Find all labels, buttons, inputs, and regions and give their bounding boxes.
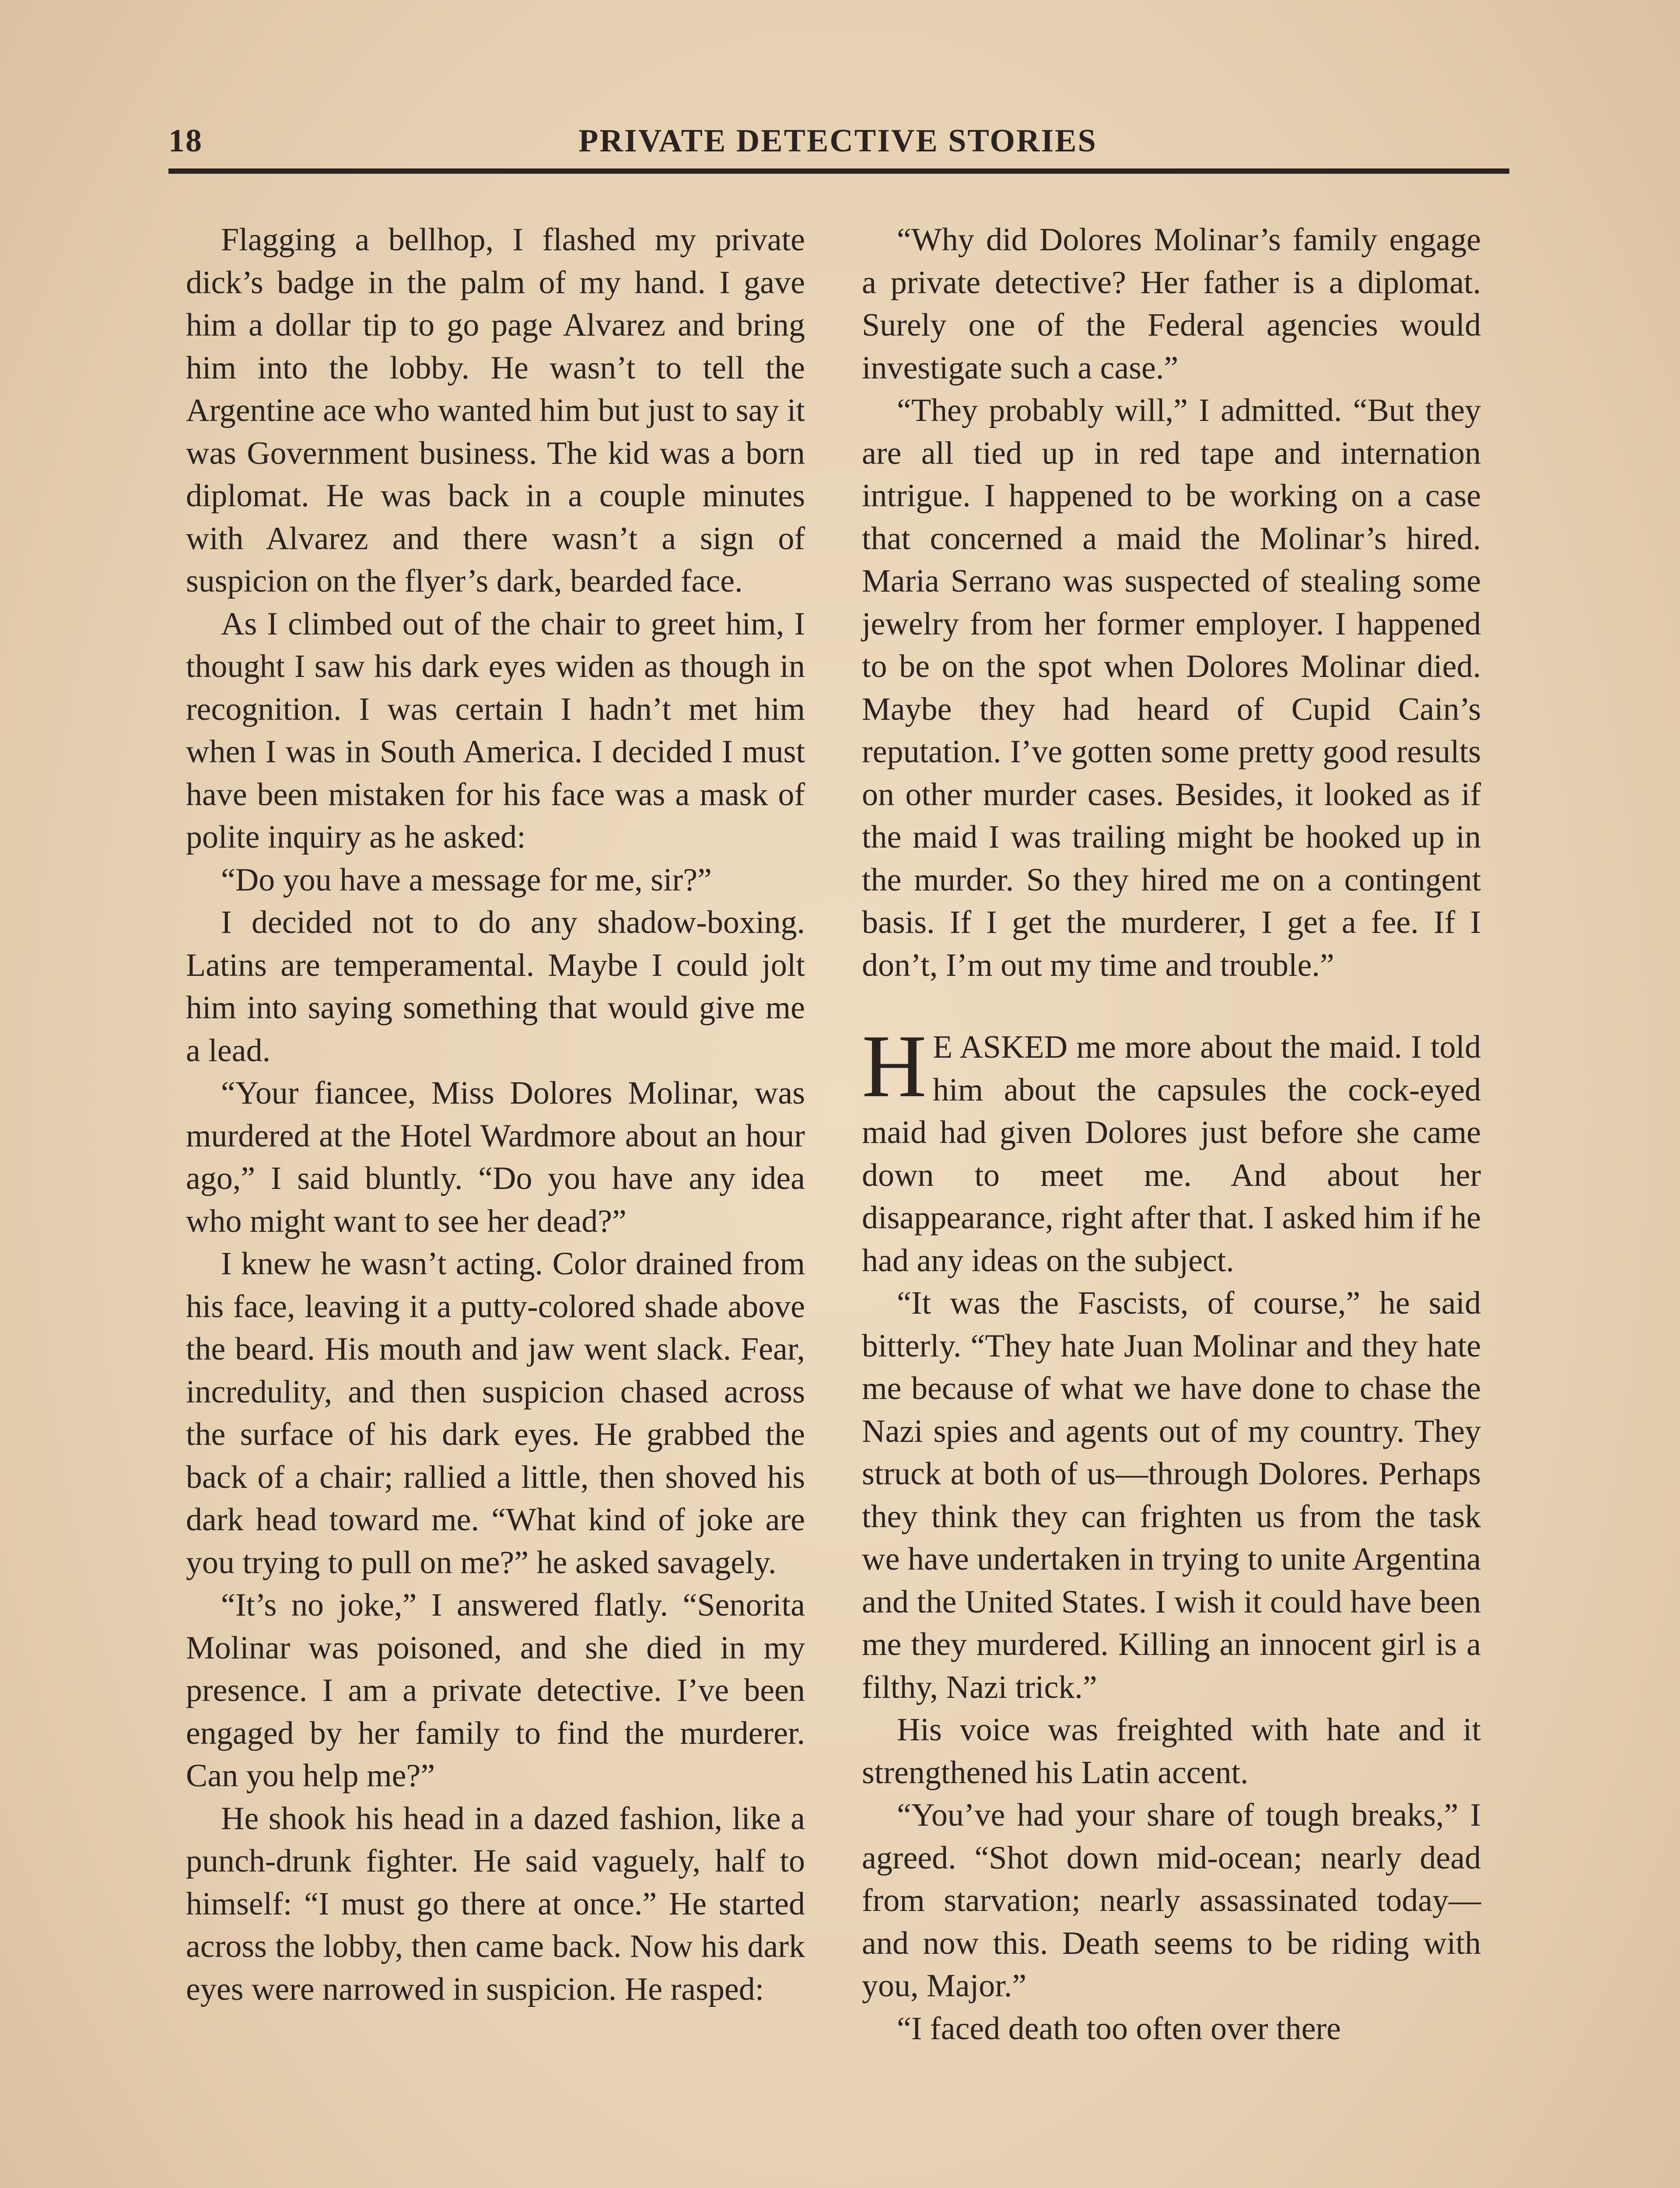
paragraph: “You’ve had your share of tough breaks,” I agreed. “Shot down mid-ocean; nearly dead from starvation; nearly assassinated today—and now this. Death seems to be riding with you, Major.” xyxy=(862,1797,1481,2004)
right-column xyxy=(862,219,1481,2050)
section-opening-paragraph xyxy=(862,1017,1481,1282)
lead-in-caps: E ASKED xyxy=(933,1029,1068,1065)
paragraph: As I climbed out of the chair to greet him, I thought I saw his dark eyes widen as though in recognition. I was certain I hadn’t met him when I was in South America. I decided I must have been mistaken for his face was a mask of polite inquiry as he asked: xyxy=(186,606,805,855)
drop-cap: H xyxy=(862,1017,927,1116)
paragraph: “It’s no joke,” I answered flatly. “Senorita Molinar was poisoned, and she died in my presence. I am a private detective. I’ve been engaged by her family to find the murderer. Can you help me?” xyxy=(186,1587,805,1794)
paragraph: “Do you have a message for me, sir?” xyxy=(221,862,712,898)
paragraph: I decided not to do any shadow-boxing. Latins are temperamental. Maybe I could jolt him into saying something that would give me a lead. xyxy=(186,905,805,1069)
left-column xyxy=(186,219,805,2011)
lead-in-text: me more about the maid. I told him about the capsules the cock-eyed maid had given Dolores just before she came down to meet me. And about her disappearance, right after that. I asked him if he had any ideas on the subject. xyxy=(862,1029,1481,1279)
page-number: 18 xyxy=(168,123,203,159)
paragraph: His voice was freighted with hate and it strengthened his Latin accent. xyxy=(862,1712,1481,1791)
paragraph: Flagging a bellhop, I flashed my private dick’s badge in the palm of my hand. I gave him a dollar tip to go page Alvarez and bring him into the lobby. He wasn’t to tell the Argentine ace who wanted him but just to say it was Government business. The kid was a born diplomat. He was back in a couple minutes with Alvarez and there wasn’t a sign of suspicion on the flyer’s dark, bearded face. xyxy=(186,222,805,599)
paragraph: “It was the Fascists, of course,” he said bitterly. “They hate Juan Molinar and they hate me because of what we have done to chase the Nazi spies and agents out of my country. They struck at both of us—through Dolores. Perhaps they think they can frighten us from the task we have undertaken in trying to unite Argentina and the United States. I wish it could have been me they murdered. Killing an innocent girl is a filthy, Nazi trick.” xyxy=(862,1285,1481,1705)
paragraph: “They probably will,” I admitted. “But they are all tied up in red tape and internation intrigue. I happened to be working on a case that concerned a maid the Molinar’s hired. Maria Serrano was suspected of stealing some jewelry from her former employer. I happened to be on the spot when Dolores Molinar died. Maybe they had heard of Cupid Cain’s reputation. I’ve gotten some pretty good results on other murder cases. Besides, it looked as if the maid I was trailing might be hooked up in the murder. So they hired me on a contingent basis. If I get the murderer, I get a fee. If I don’t, I’m out my time and trouble.” xyxy=(862,393,1481,983)
paragraph: “I faced death too often over there xyxy=(897,2010,1341,2047)
paragraph: I knew he wasn’t acting. Color drained from his face, leaving it a putty-colored shade above the beard. His mouth and jaw went slack. Fear, incredulity, and then suspicion chased across the surface of his dark eyes. He grabbed the back of a chair; rallied a little, then shoved his dark head toward me. “What kind of joke are you trying to pull on me?” he asked savagely. xyxy=(186,1246,805,1581)
paragraph: “Why did Dolores Molinar’s family engage a private detective? Her father is a diplomat. Surely one of the Federal agencies would investigate such a case.” xyxy=(862,222,1481,386)
page-header xyxy=(168,114,1507,166)
paragraph: “Your fiancee, Miss Dolores Molinar, was murdered at the Hotel Wardmore about an hour ago,” I said bluntly. “Do you have any idea who might want to see her dead?” xyxy=(186,1075,805,1239)
paragraph: He shook his head in a dazed fashion, like a punch-drunk fighter. He said vaguely, half to himself: “I must go there at once.” He started across the lobby, then came back. Now his dark eyes were narrowed in suspicion. He rasped: xyxy=(186,1800,805,2007)
running-title: PRIVATE DETECTIVE STORIES xyxy=(578,123,1097,159)
header-rule xyxy=(168,168,1509,174)
